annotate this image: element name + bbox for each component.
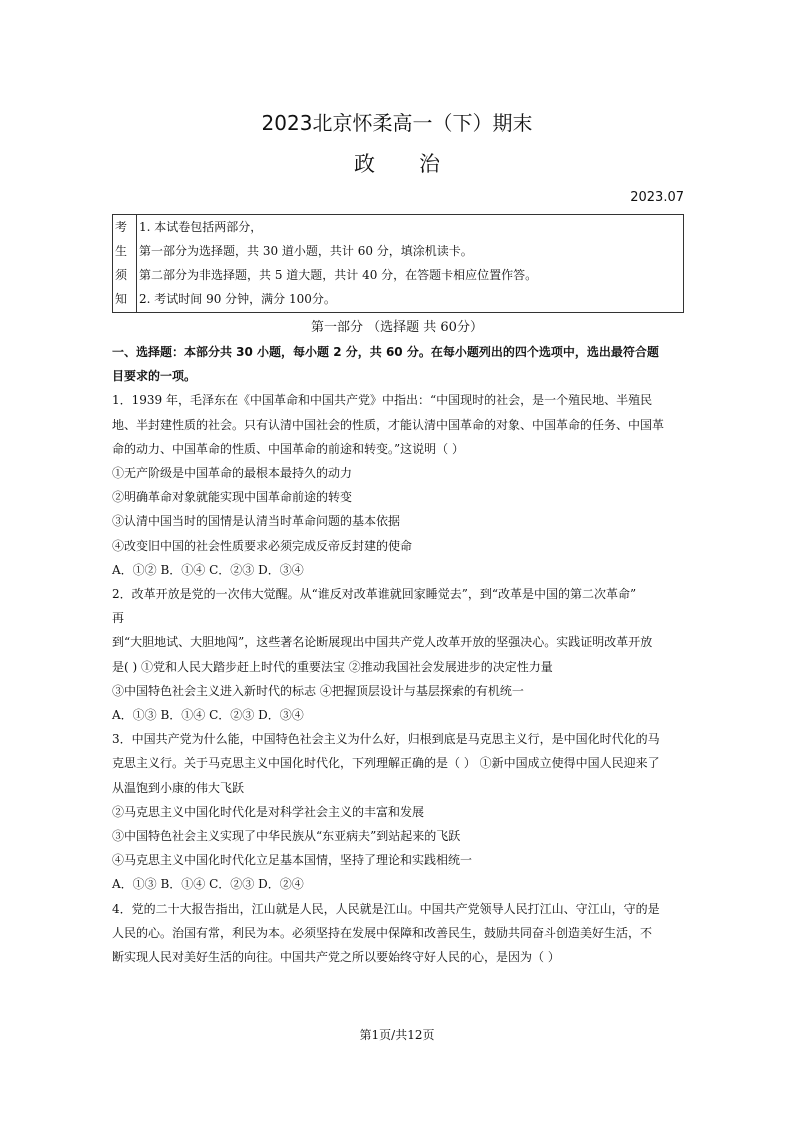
text-line: 人民的心。治国有常，利民为本。必须坚持在发展中保障和改善民生，鼓励共同奋斗创造美好生活，不	[112, 925, 653, 940]
text-line: ①无产阶级是中国革命的最根本最持久的动力	[112, 466, 353, 481]
text-line: 4．党的二十大报告指出，江山就是人民，人民就是江山。中国共产党领导人民打江山、守江山，守的是	[112, 901, 660, 916]
notice-line: 1. 本试卷包括两部分，	[139, 220, 263, 234]
text-line: 从温饱到小康的伟大飞跃	[112, 780, 245, 795]
text-line: A．①② B．①④ C．②③ D．③④	[112, 562, 304, 577]
section-heading-line: 一、选择题：本部分共 30 小题，每小题 2 分，共 60 分。在每小题列出的四个选项中，选出最符合题	[112, 345, 659, 359]
notice-line: 第一部分为选择题，共 30 道小题，共计 60 分，填涂机读卡。	[139, 244, 473, 258]
exam-title: 2023北京怀柔高一（下）期末	[261, 111, 533, 135]
text-line: ④马克思主义中国化时代化立足基本国情，坚持了理论和实践相统一	[112, 853, 473, 868]
text-line: ④改变旧中国的社会性质要求必须完成反帝反封建的使命	[112, 538, 413, 553]
notice-line: 2. 考试时间 90 分钟，满分 100分。	[139, 292, 336, 306]
text-line: 是( ) ①党和人民大踏步赶上时代的重要法宝 ②推动我国社会发展进步的决定性力量	[112, 659, 553, 674]
notice-side-label	[113, 215, 137, 312]
text-line: 到“大胆地试、大胆地闯”，这些著名论断展现出中国共产党人改革开放的坚强决心。实践证明改革开放	[112, 635, 653, 650]
text-line: 2．改革开放是党的一次伟大觉醒。从“谁反对改革谁就回家睡觉去”，到“改革是中国的第二次革命”	[112, 587, 637, 602]
notice-side-char: 考	[115, 220, 128, 234]
text-line: ③认清中国当时的国情是认清当时革命问题的基本依据	[112, 514, 401, 529]
text-line: ②马克思主义中国化时代化是对科学社会主义的丰富和发展	[112, 804, 425, 819]
exam-notice-box	[112, 214, 684, 313]
notice-body	[137, 215, 683, 312]
text-line: ③中国特色社会主义实现了中华民族从“东亚病夫”到站起来的飞跃	[112, 829, 461, 844]
text-line: 1．1939 年，毛泽东在《中国革命和中国共产党》中指出：“中国现时的社会，是一个殖民地、半殖民	[112, 393, 653, 408]
section-heading-line: 目要求的一项。	[112, 369, 197, 384]
text-line: 地、半封建性质的社会。只有认清中国社会的性质，才能认清中国革命的对象、中国革命的任务、中国革	[112, 417, 665, 432]
notice-side-char: 知	[115, 292, 128, 306]
text-line: 命的动力、中国革命的性质、中国革命的前途和转变。”这说明（ ）	[112, 441, 464, 456]
text-line: ③中国特色社会主义进入新时代的标志 ④把握顶层设计与基层探索的有机统一	[112, 683, 524, 698]
part-title: 第一部分 （选择题 共 60分）	[311, 320, 483, 335]
page-footer: 第1页/共12页	[359, 1028, 435, 1042]
subject-title: 政治	[354, 152, 484, 176]
text-line: 再	[112, 611, 125, 626]
text-line: 3．中国共产党为什么能，中国特色社会主义为什么好，归根到底是马克思主义行，是中国化时代化的马	[112, 732, 660, 747]
text-line: A．①③ B．①④ C．②③ D．③④	[112, 708, 304, 723]
notice-side-char: 须	[115, 268, 128, 282]
text-line: ②明确革命对象就能实现中国革命前途的转变	[112, 490, 353, 505]
notice-line: 第二部分为非选择题，共 5 道大题，共计 40 分，在答题卡相应位置作答。	[139, 268, 538, 282]
exam-date: 2023.07	[630, 190, 684, 205]
text-line: 克思主义行。关于马克思主义中国化时代化，下列理解正确的是（ ） ①新中国成立使得中国人民迎来了	[112, 756, 660, 771]
notice-side-char: 生	[115, 244, 128, 258]
text-line: A．①③ B．①④ C．②③ D．②④	[112, 877, 304, 892]
text-line: 断实现人民对美好生活的向往。中国共产党之所以要始终守好人民的心，是因为（ ）	[112, 950, 560, 965]
question-content	[112, 340, 684, 969]
